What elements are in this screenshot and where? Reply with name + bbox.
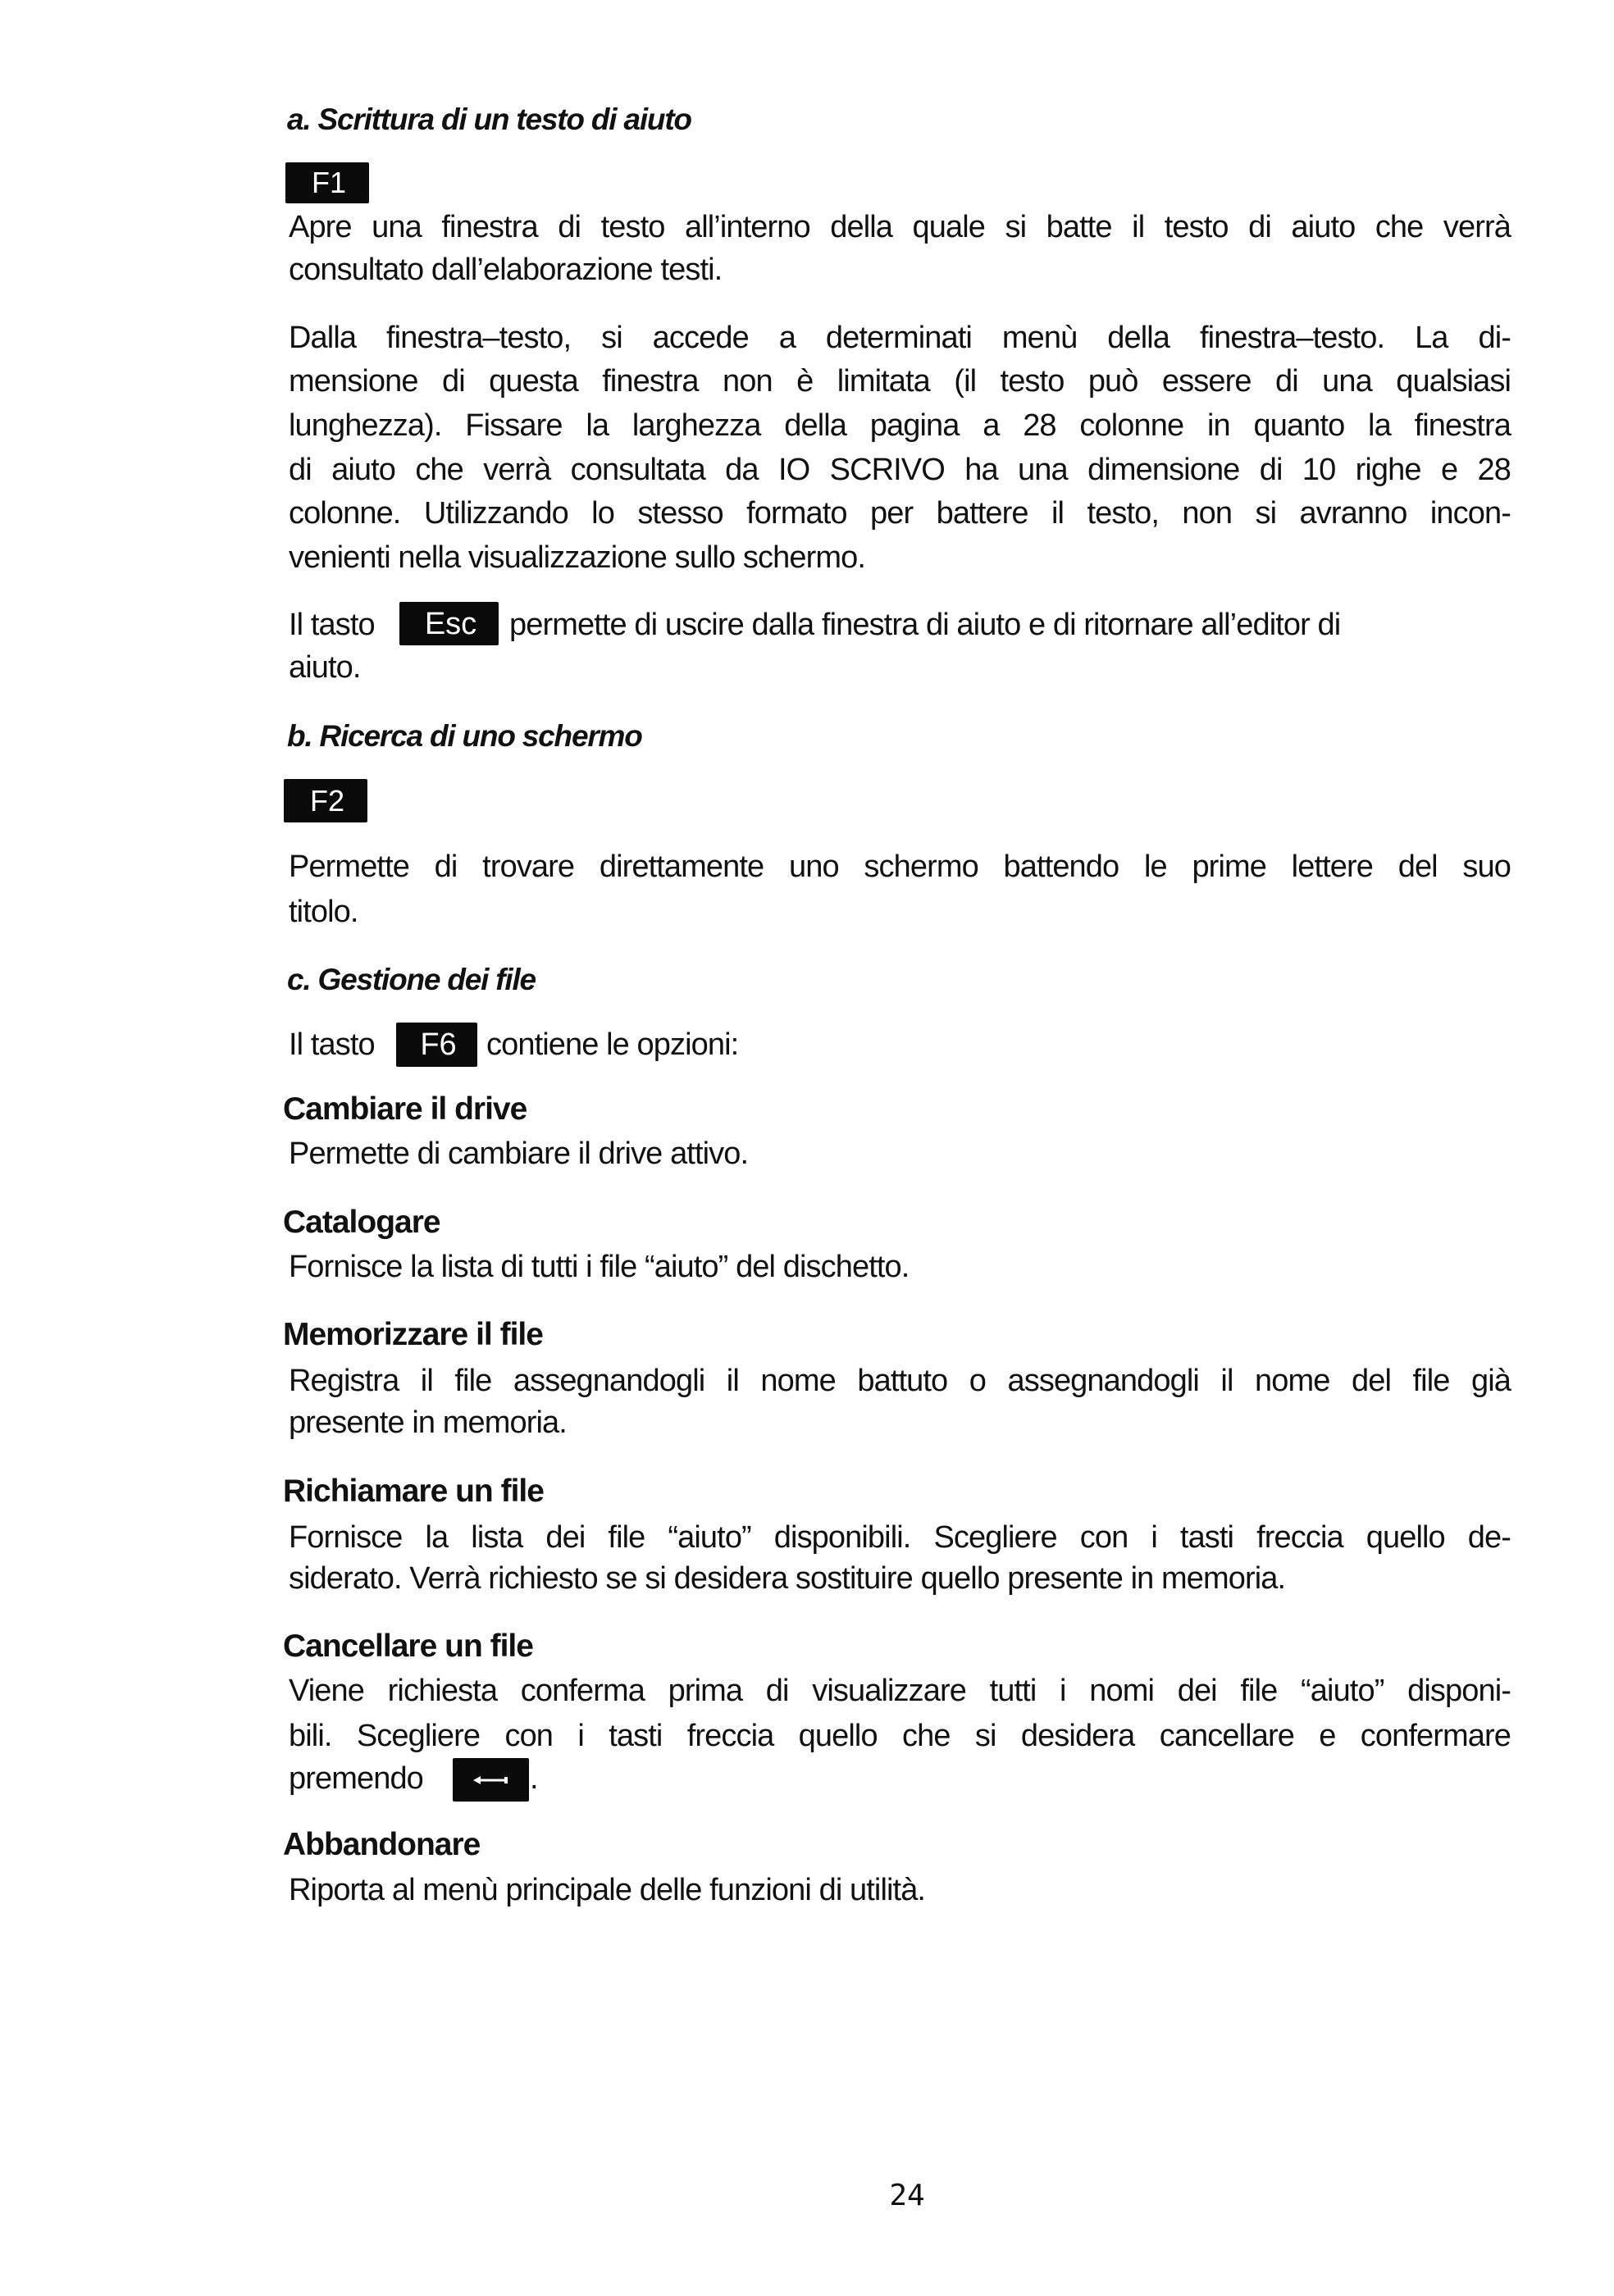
option-desc-load-file-line2: siderato. Verrà richiesto se si desidera sostituire quello presente in memoria. xyxy=(289,1561,1286,1596)
esc-description-text: permette di uscire dalla finestra di aiuto e di ritornare all’editor di xyxy=(509,608,1341,642)
section-a-para3-line1 xyxy=(289,609,375,640)
section-b-para-line2: titolo. xyxy=(289,895,358,929)
section-c-heading: c. Gestione dei file xyxy=(287,963,536,996)
option-desc-catalog: Fornisce la lista di tutti i file “aiuto” del dischetto. xyxy=(289,1250,910,1284)
option-title-quit: Abbandonare xyxy=(283,1827,481,1862)
f6-key-icon xyxy=(396,1023,477,1067)
f6-intro-text: Il tasto xyxy=(289,1027,375,1062)
section-a-para2-line6: venienti nella visualizzazione sullo schermo. xyxy=(289,540,865,575)
section-a-heading: a. Scrittura di un testo di aiuto xyxy=(287,102,691,136)
option-desc-save-file-line1: Registra il file assegnandogli il nome battuto o assegnandogli il nome del file già xyxy=(289,1364,1511,1398)
enter-arrow-glyph xyxy=(473,1774,509,1786)
section-a-para1-line1: Apre una finestra di testo all’interno della quale si batte il testo di aiuto che verrà xyxy=(289,210,1511,244)
page-number: 24 xyxy=(889,2179,925,2212)
option-title-save-file: Memorizzare il file xyxy=(283,1317,543,1352)
option-desc-delete-file-period: . xyxy=(530,1761,538,1796)
f2-key-label: F2 xyxy=(309,783,344,818)
section-b-heading: b. Ricerca di uno schermo xyxy=(287,719,642,753)
esc-key-icon xyxy=(399,602,499,645)
section-a-para2-line1: Dalla finestra–testo, si accede a determinati menù della finestra–testo. La di- xyxy=(289,321,1511,355)
f6-key-label: F6 xyxy=(420,1027,457,1062)
option-desc-quit: Riporta al menù principale delle funzioni di utilità. xyxy=(289,1873,926,1907)
option-desc-delete-file-line3: premendo xyxy=(289,1761,423,1796)
option-desc-delete-file-line1: Viene richiesta conferma prima di visualizzare tutti i nomi dei file “aiuto” disponi- xyxy=(289,1674,1511,1708)
option-title-change-drive: Cambiare il drive xyxy=(283,1091,527,1127)
esc-key-label: Esc xyxy=(424,606,477,641)
section-a-para2-line3: lunghezza). Fissare la larghezza della pagina a 28 colonne in quanto la finestra xyxy=(289,408,1511,443)
option-desc-load-file-line1: Fornisce la lista dei file “aiuto” disponibili. Scegliere con i tasti freccia quello de- xyxy=(289,1520,1511,1555)
option-title-load-file: Richiamare un file xyxy=(283,1474,544,1509)
f1-key-label: F1 xyxy=(311,166,346,199)
section-a-para1-line2: consultato dall’elaborazione testi. xyxy=(289,253,723,287)
f1-key-icon xyxy=(285,162,369,203)
option-title-catalog: Catalogare xyxy=(283,1205,440,1240)
option-desc-change-drive: Permette di cambiare il drive attivo. xyxy=(289,1137,749,1171)
esc-intro-text: Il tasto xyxy=(289,608,375,642)
option-desc-delete-file-line2: bili. Scegliere con i tasti freccia quello che si desidera cancellare e confermare xyxy=(289,1719,1511,1753)
f6-description-text: contiene le opzioni: xyxy=(486,1027,739,1062)
option-desc-save-file-line2: presente in memoria. xyxy=(289,1405,567,1440)
option-title-delete-file: Cancellare un file xyxy=(283,1629,533,1664)
enter-key-icon xyxy=(453,1758,529,1802)
section-a-para2-line4: di aiuto che verrà consultata da IO SCRIVO ha una dimensione di 10 righe e 28 xyxy=(289,453,1511,487)
section-a-para2-line2: mensione di questa finestra non è limitata (il testo può essere di una qualsiasi xyxy=(289,364,1511,399)
section-a-para3-line2: aiuto. xyxy=(289,650,361,685)
section-a-para2-line5: colonne. Utilizzando lo stesso formato per battere il testo, non si avranno incon- xyxy=(289,496,1511,531)
f2-key-icon xyxy=(284,779,367,822)
section-b-para-line1: Permette di trovare direttamente uno schermo battendo le prime lettere del suo xyxy=(289,850,1511,884)
